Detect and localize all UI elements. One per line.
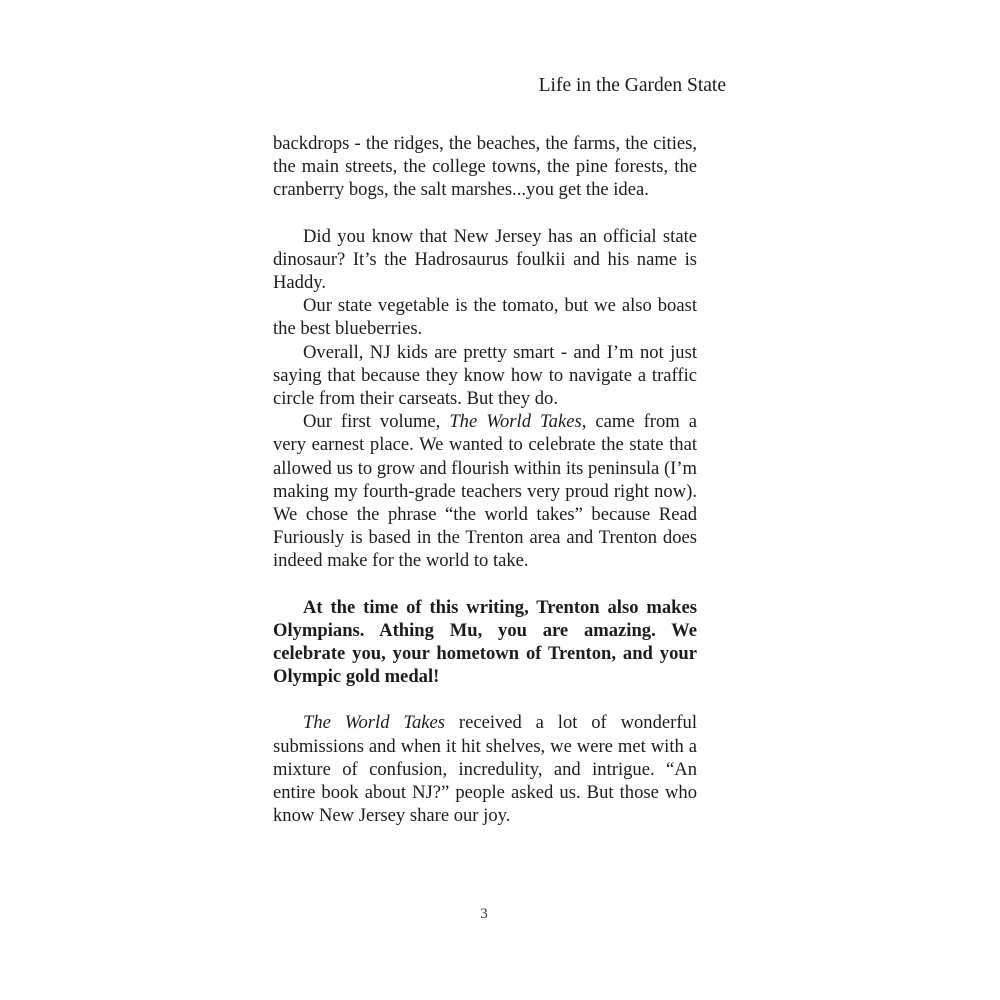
paragraph-nj-kids: Overall, NJ kids are pretty smart - and I’m not just saying that because they know how to navigate a traffic circle from their carseats. But they do. — [273, 341, 697, 410]
page-body — [273, 132, 697, 827]
paragraph-text: , came from a very earnest place. We wanted to celebrate the state that allowed us to grow and flourish within its peninsula (I’m making my fourth-grade teachers very proud right now). We chose the phrase “the world takes” because Read Furiously is based in the Trenton area and Trenton does indeed make for the world to take. — [273, 411, 698, 572]
page-number: 3 — [480, 906, 488, 922]
running-header: Life in the Garden State — [538, 75, 726, 96]
book-title: The World Takes — [303, 712, 446, 734]
paragraph-olympian-tribute: At the time of this writing, Trenton also makes Olympians. Athing Mu, you are amazing. We celebrate you, your hometown of Trenton, and your Olympic gold medal! — [273, 596, 697, 688]
paragraph-text: received a lot of wonderful submissions and when it hit shelves, we were met with a mixture of confusion, incredulity, and intrigue. “An entire book about NJ?” people asked us. But those who know New Jersey share our joy. — [273, 712, 697, 827]
paragraph-state-dinosaur: Did you know that New Jersey has an official state dinosaur? It’s the Hadrosaurus foulkii and his name is Haddy. — [273, 225, 697, 294]
paragraph-first-volume — [273, 410, 697, 572]
paragraph-reception — [273, 711, 697, 827]
paragraph-continuation: backdrops - the ridges, the beaches, the farms, the cities, the main streets, the college towns, the pine forests, the cranberry bogs, the salt marshes...you get the idea. — [273, 133, 697, 201]
paragraph-text: Our first volume, — [303, 411, 450, 433]
paragraph-state-vegetable: Our state vegetable is the tomato, but we also boast the best blueberries. — [273, 295, 697, 340]
book-title: The World Takes — [449, 411, 582, 433]
